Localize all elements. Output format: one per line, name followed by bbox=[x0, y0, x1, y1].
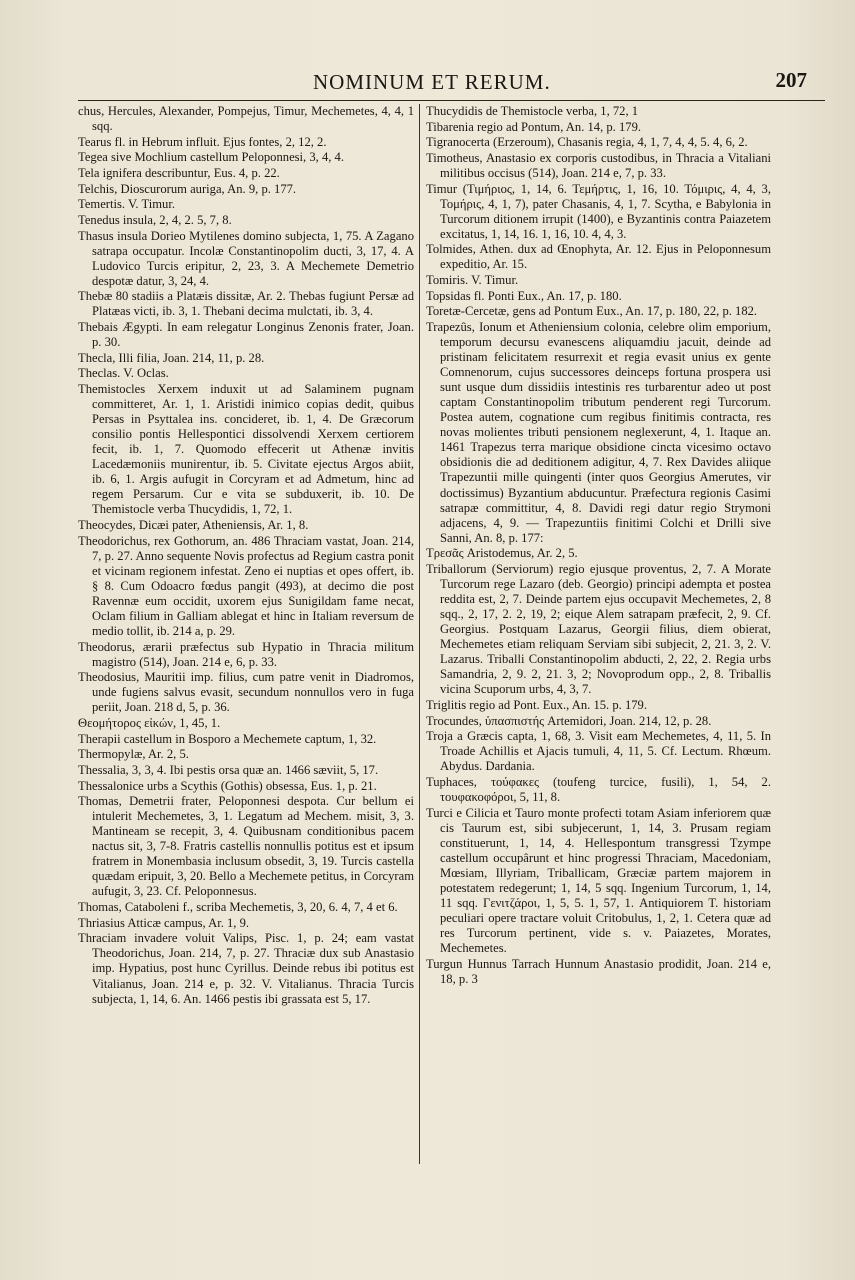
index-entry: Tomiris. V. Timur. bbox=[426, 273, 519, 288]
index-entry: Temertis. V. Timur. bbox=[78, 197, 175, 212]
index-entry: Thecla, Illi filia, Joan. 214, 11, p. 28. bbox=[78, 350, 265, 365]
page-header bbox=[60, 70, 815, 100]
index-entry: Thraciam invadere voluit Valips, Pisc. 1, p. 24; eam vastat Theodorichus, Joan. 214, 7, p. 27. Thraciæ dux sub Anastasio imp. Hypatius, post hunc Cyrillus. Deinde rebus ibi potitus est Vitalianus, Joan. 214 e, p. 32. V. Vitalianus. Thracia Turcis subjecta, 1, 14, 6. An. 1466 pestis ibi grassata est 5, 17. bbox=[78, 931, 414, 1006]
index-entry: Theodorichus, rex Gothorum, an. 486 Thraciam vastat, Joan. 214, 7, p. 27. Anno sequente Novis profectus ad Regium castra ponit et vicinam regionem infestat. Zeno ei nuptias et opes offert, ib. § 8. Cum Odoacro fœdus pangit (493), at decimo die post Ravennæ eum occidit, uxorem ejus Sunigildam fame necat, Oclam filium in Galliam ablegat et hinc in Italiam reversum de medio tollit, ib. 214 a, p. 29. bbox=[78, 533, 414, 638]
index-entry: Thomas, Cataboleni f., scriba Mechemetis, 3, 20, 6. 4, 7, 4 et 6. bbox=[78, 900, 398, 915]
index-entry: Theclas. V. Oclas. bbox=[78, 366, 169, 381]
index-entry: Thessalia, 3, 3, 4. Ibi pestis orsa quæ an. 1466 sæviit, 5, 17. bbox=[78, 762, 379, 777]
header-rule bbox=[78, 100, 825, 101]
index-entry: Thriasius Atticæ campus, Ar. 1, 9. bbox=[78, 915, 250, 930]
index-entry: Trapezûs, Ionum et Atheniensium colonia, celebre olim emporium, temporum decursu evanescens aliquamdiu jacuit, deinde ad pristinam felicitatem resurrexit et regia evasit unius ex gente Comnenorum, cujus successores deinceps fortuna prospera usi sunt usque dum dissidiis intestinis res turbarentur adeo ut post captam Constantinopolim tributum penderent regi Turcorum. Postea autem, cognatione cum regibus finitimis contracta, res novas molientes tributi pensionem neglexerunt, 4, 1. Itaque an. 1461 Trapezus terra marique obsidione cincta vicesimo octavo obsidionis die ad deditionem adigitur, 4, 7. Rex Davides aliique Trapezuntii mille quingenti (inter quos Georgius Amerutes, vir doctissimus) Byzantium abducuntur. Præfectura regionis Casimi satrapæ committitur, 4, 8. Davidi regi datur regio Strymoni adjacens, 4, 9. — Trapezuntiis finitimi Colchi et Drilli sive Sanni, An. 8, p. 177: bbox=[426, 320, 771, 545]
index-entry: Thessalonice urbs a Scythis (Gothis) obsessa, Eus. 1, p. 21. bbox=[78, 778, 377, 793]
index-entry: Turgun Hunnus Tarrach Hunnum Anastasio prodidit, Joan. 214 e, 18, p. 3 bbox=[426, 956, 771, 986]
index-entry: Toretæ-Cercetæ, gens ad Pontum Eux., An. 17, p. 180, 22, p. 182. bbox=[426, 304, 758, 319]
running-title: NOMINUM ET RERUM. bbox=[313, 70, 551, 94]
index-entry: Tibarenia regio ad Pontum, An. 14, p. 179. bbox=[426, 119, 642, 134]
index-entry: Triballorum (Serviorum) regio ejusque proventus, 2, 7. A Morate Turcorum rege Lazaro (deb. Georgio) principi adempta et postea reddita est, 2, 7. Deinde partem ejus occupavit Mechemetes, 2, 8 sqq., 2, 17, 2. 2, 19, 2; eique Alem satrapam præfecit, 2, 9. Cf. Georgius. Postquam Lazarus, Georgii filius, diem obierat, Mechemetes etiam reliquam Serviam sibi subjecit, 2, 21. 3, 2. V. Lazarus. Triballi Constantinopolim abducti, 2, 22, 2. Regia urbs Samandria, 2, 9. 2, 21. 3, 2; Novoprodum opp., 2, 8. Triballis vicina Scuporum urbs, 4, 3, 7. bbox=[426, 561, 771, 697]
index-entry: Telchis, Dioscurorum auriga, An. 9, p. 177. bbox=[78, 181, 297, 196]
index-entry: Tela ignifera describuntur, Eus. 4, p. 22. bbox=[78, 165, 280, 180]
index-entry: Thebais Ægypti. In eam relegatur Longinus Zenonis frater, Joan. p. 30. bbox=[78, 320, 414, 350]
index-entry: chus, Hercules, Alexander, Pompejus, Timur, Mechemetes, 4, 4, 1 sqq. bbox=[78, 104, 414, 134]
index-entry: Thebæ 80 stadiis a Platæis dissitæ, Ar. 2. Thebas fugiunt Persæ ad Platæas victi, ib. 3, 1. Thebani decima mulctati, ib. 3, 4. bbox=[78, 289, 414, 319]
index-entry: Tearus fl. in Hebrum influit. Ejus fontes, 2, 12, 2. bbox=[78, 134, 327, 149]
index-entry: Thasus insula Dorieo Mytilenes domino subjecta, 1, 75. A Zagano satrapa occupatur. Incolæ Constantinopolim ducti, 3, 17, 4. A Ludovico Turcis eripitur, 2, 23, 3. A Mechemete Demetrio despotæ datur, 3, 24, 4. bbox=[78, 228, 414, 288]
index-entry: Troja a Græcis capta, 1, 68, 3. Visit eam Mechemetes, 4, 11, 5. In Troade Achillis et Ajacis tumuli, 4, 11, 5. Cf. Lectum. Rhœum. Abydus. Dardania. bbox=[426, 729, 771, 774]
index-entry: Tuphaces, τούφακες (toufeng turcice, fusili), 1, 54, 2. τουφακοφόροι, 5, 11, 8. bbox=[426, 774, 771, 805]
index-entry: Themistocles Xerxem induxit ut ad Salaminem pugnam committeret, Ar. 1, 1. Aristidi inimico copias dedit, quibus Persas in Psyttalea ins. concideret, ib. 1, 4. De Græcorum consilio pontis Hellespontici dissolvendi Xerxem certiorem fecit, ib. 1, 7. Quomodo effecerit ut Athenæ invitis Lacedæmoniis munirentur, ib. 5. Civitate ejectus Argos abiit, ib. 6, 1. Argis aufugit in Corcyram et ad Admetum, hinc ad regem Persarum. Cur e vita se subduxerit, ib. 10. De Themistocle verba Thucydidis, 1, 72, 1. bbox=[78, 381, 414, 517]
index-entry: Thomas, Demetrii frater, Peloponnesi despota. Cur bellum ei intulerit Mechemetes, 3, 1. Legatum ad Mechem. misit, 3, 3. Mantineam se recepit, 3, 4. Quibusnam conditionibus pacem nactus sit, 3, 7-8. Fratris castellis nonnullis potitus est et ipsum fratrem in Monembasia inclusum obsedit, 3, 19. Turcis castella quædam eripuit, 3, 20. Bello a Mechemete petitus, in Corcyram aufugit, 3, 23. Cf. Peloponnesus. bbox=[78, 794, 414, 899]
index-entry: Θεομήτορος εἰκών, 1, 45, 1. bbox=[78, 715, 221, 730]
index-entry: Thucydidis de Themistocle verba, 1, 72, 1 bbox=[426, 104, 639, 118]
index-entry: Timotheus, Anastasio ex corporis custodibus, in Thracia a Vitaliani militibus occisus (514), Joan. 214 e, 7, p. 33. bbox=[426, 150, 771, 180]
index-entry: Therapii castellum in Bosporo a Mechemete captum, 1, 32. bbox=[78, 731, 377, 746]
index-entry: Triglitis regio ad Pont. Eux., An. 15. p. 179. bbox=[426, 697, 647, 712]
left-column bbox=[78, 104, 414, 1007]
index-entry: Thermopylæ, Ar. 2, 5. bbox=[78, 747, 189, 762]
right-column bbox=[426, 104, 771, 987]
index-entry: Topsidas fl. Ponti Eux., An. 17, p. 180. bbox=[426, 288, 622, 303]
index-entry: Timur (Τιμήριος, 1, 14, 6. Τεμήρτις, 1, 16, 10. Τόμιρις, 4, 4, 3, Τομήρις, 4, 1, 7), pater Chasanis, 4, 1, 7. Scytha, e Babylonia in Turcorum ditionem irrupit (1400), e Byzantinis contra Paiazetem excitatus, 1, 14, 16. 1, 16, 10. 4, 4, 3. bbox=[426, 181, 771, 241]
index-entry: Τρεσᾶς Aristodemus, Ar. 2, 5. bbox=[426, 546, 578, 561]
page-number: 207 bbox=[775, 68, 807, 92]
index-entry: Tegea sive Mochlium castellum Peloponnesi, 3, 4, 4. bbox=[78, 150, 344, 165]
column-divider bbox=[419, 104, 420, 1164]
index-entry: Theocydes, Dicæi pater, Atheniensis, Ar. 1, 8. bbox=[78, 517, 309, 532]
index-entry: Tenedus insula, 2, 4, 2. 5, 7, 8. bbox=[78, 212, 232, 227]
index-entry: Theodorus, ærarii præfectus sub Hypatio in Thracia militum magistro (514), Joan. 214 e, 6, p. 33. bbox=[78, 639, 414, 669]
index-entry: Trocundes, ὑπασπιστής Artemidori, Joan. 214, 12, p. 28. bbox=[426, 713, 712, 728]
index-entry: Tigranocerta (Erzeroum), Chasanis regia, 4, 1, 7, 4, 4, 5. 4, 6, 2. bbox=[426, 135, 748, 150]
index-entry: Theodosius, Mauritii imp. filius, cum patre venit in Diadromos, unde fugiens salvus evasit, secundum nonnullos vero in fuga periit, Joan. 218 d, 5, p. 36. bbox=[78, 670, 414, 715]
index-entry: Tolmides, Athen. dux ad Œnophyta, Ar. 12. Ejus in Peloponnesum expeditio, Ar. 15. bbox=[426, 242, 771, 272]
index-entry: Turci e Cilicia et Tauro monte profecti totam Asiam inferiorem quæ cis Taurum est, sibi subjecerunt, 1, 14, 3. Prusam regiam constituerunt, 1, 14, 4. Hellespontum transgressi Tzympe castellum occupârunt et hinc progressi Thraciam, Macedoniam, Mœsiam, Illyriam, Triballicam, Græciæ partem majorem in potestatem redegerunt; 1, 14, 5 sqq. Ingenium Turcorum, 1, 14, 11 sqq. Γενιτζάροι, 1, 5, 5. 1, 57, 1. Antiquiorem T. historiam peculiari opere tractare voluit Critobulus, 1, 2, 1. Cetera quæ ad res Turcorum pertinent, vide s. v. Paiazetes, Morates, Mechemetes. bbox=[426, 805, 771, 956]
